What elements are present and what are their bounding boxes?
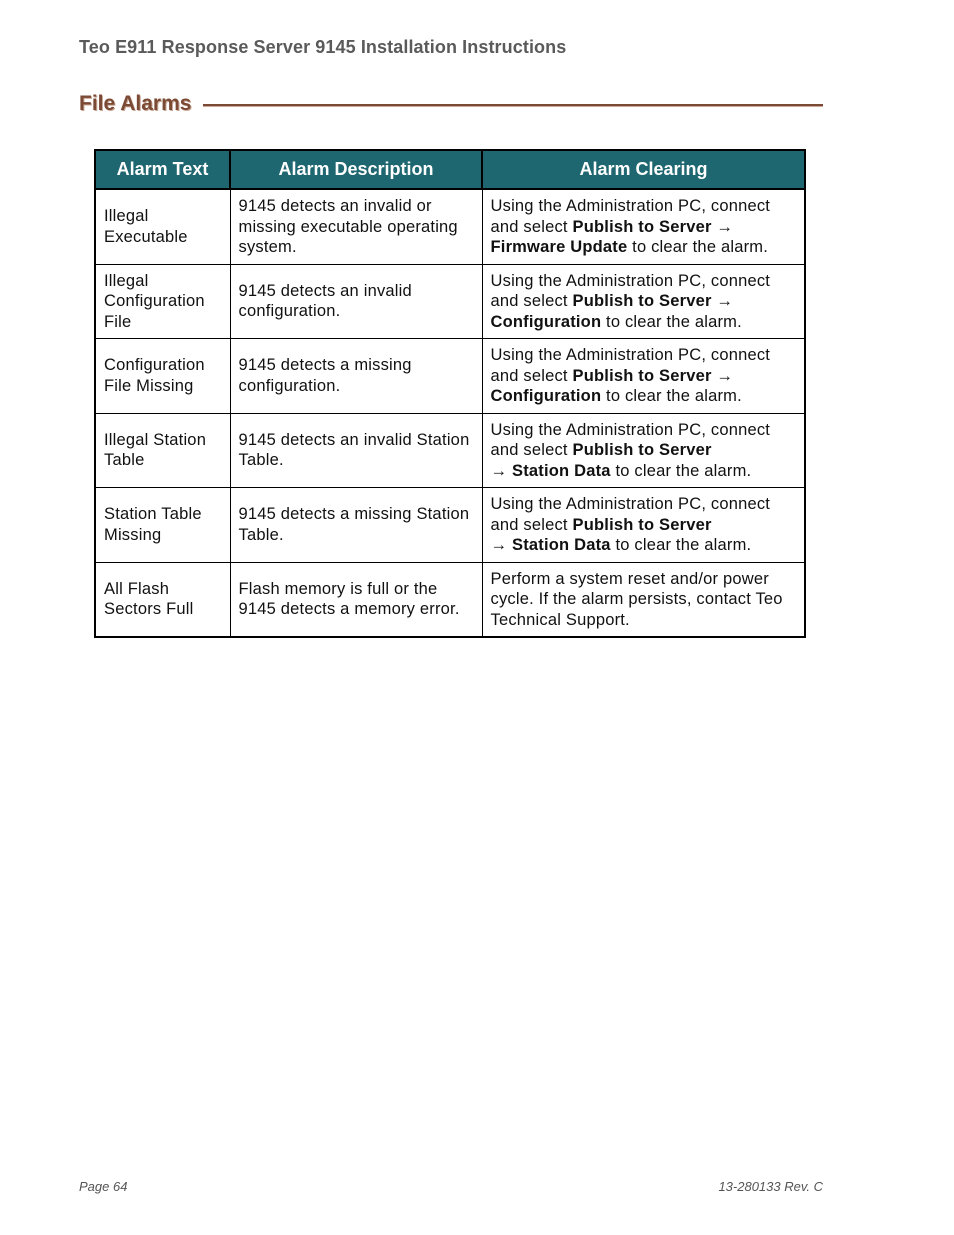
document-revision: 13-280133 Rev. C [718,1179,823,1194]
clearing-menu-path: Publish to Server [572,366,712,385]
table-row [95,339,805,414]
table-row [95,562,805,637]
clearing-text-suffix: to clear the alarm. [610,461,752,480]
column-header-alarm-description: Alarm Description [230,150,482,189]
table-row [95,264,805,339]
clearing-text-suffix: to clear the alarm. [601,312,742,331]
alarm-description-cell: Flash memory is full or the 9145 detects a memory error. [230,562,482,637]
alarm-clearing-cell [482,264,805,339]
clearing-menu-path: Publish to Server [572,441,712,459]
clearing-menu-item: Station Data [511,536,611,554]
arrow-icon: → [490,536,512,554]
alarm-text-cell: Illegal Executable [95,189,230,264]
clearing-menu-item: Station Data [511,461,611,480]
table-row [95,488,805,563]
clearing-text: Using the Administration PC, connect and select [490,197,771,236]
alarm-text-cell: Illegal Station Table [95,413,230,488]
alarm-text-cell: Configuration File Missing [95,339,230,414]
section-title: File Alarms [79,92,192,115]
table-row [95,413,805,488]
file-alarms-table [94,149,806,638]
page-number: Page 64 [79,1179,128,1194]
clearing-menu-path: Publish to Server [572,515,712,534]
clearing-menu-path: Publish to Server [572,217,712,236]
arrow-icon: → [711,366,734,385]
alarm-description-cell: 9145 detects an invalid Station Table. [230,413,482,488]
alarm-description-cell: 9145 detects a missing Station Table. [230,488,482,563]
alarm-text-cell: All Flash Sectors Full [95,562,230,637]
clearing-text: Using the Administration PC, connect and select [490,420,771,459]
clearing-menu-item: Configuration [490,387,602,405]
alarm-description-cell: 9145 detects an invalid configuration. [230,264,482,339]
alarm-description-cell: 9145 detects an invalid or missing executable operating system. [230,189,482,264]
alarm-text-cell: Illegal Configuration File [95,264,230,339]
document-header-title: Teo E911 Response Server 9145 Installation Instructions [79,37,567,57]
clearing-text-suffix: to clear the alarm. [627,238,769,256]
alarm-clearing-cell [482,488,805,563]
clearing-menu-item: Configuration [490,312,602,331]
alarm-text-cell: Station Table Missing [95,488,230,563]
arrow-icon: → [490,461,512,480]
clearing-text: Using the Administration PC, connect and select [490,346,771,385]
clearing-menu-item: Firmware Update [490,238,628,256]
section-heading [79,92,823,116]
alarm-clearing-cell [482,189,805,264]
clearing-menu-path: Publish to Server [572,292,712,310]
alarm-clearing-cell [482,339,805,414]
column-header-alarm-text: Alarm Text [95,150,230,189]
section-rule-divider [203,104,823,106]
arrow-icon: → [711,292,734,310]
table-row [95,189,805,264]
alarm-clearing-cell [482,413,805,488]
clearing-text-suffix: to clear the alarm. [601,387,742,405]
clearing-text: Using the Administration PC, connect and select [490,495,771,534]
table-header-row [95,150,805,189]
clearing-text: Using the Administration PC, connect and select [490,271,771,310]
clearing-text-suffix: to clear the alarm. [610,536,752,554]
alarm-description-cell: 9145 detects a missing configuration. [230,339,482,414]
alarm-clearing-cell: Perform a system reset and/or power cycle. If the alarm persists, contact Teo Technical Support. [482,562,805,637]
arrow-icon: → [711,217,734,236]
column-header-alarm-clearing: Alarm Clearing [482,150,805,189]
